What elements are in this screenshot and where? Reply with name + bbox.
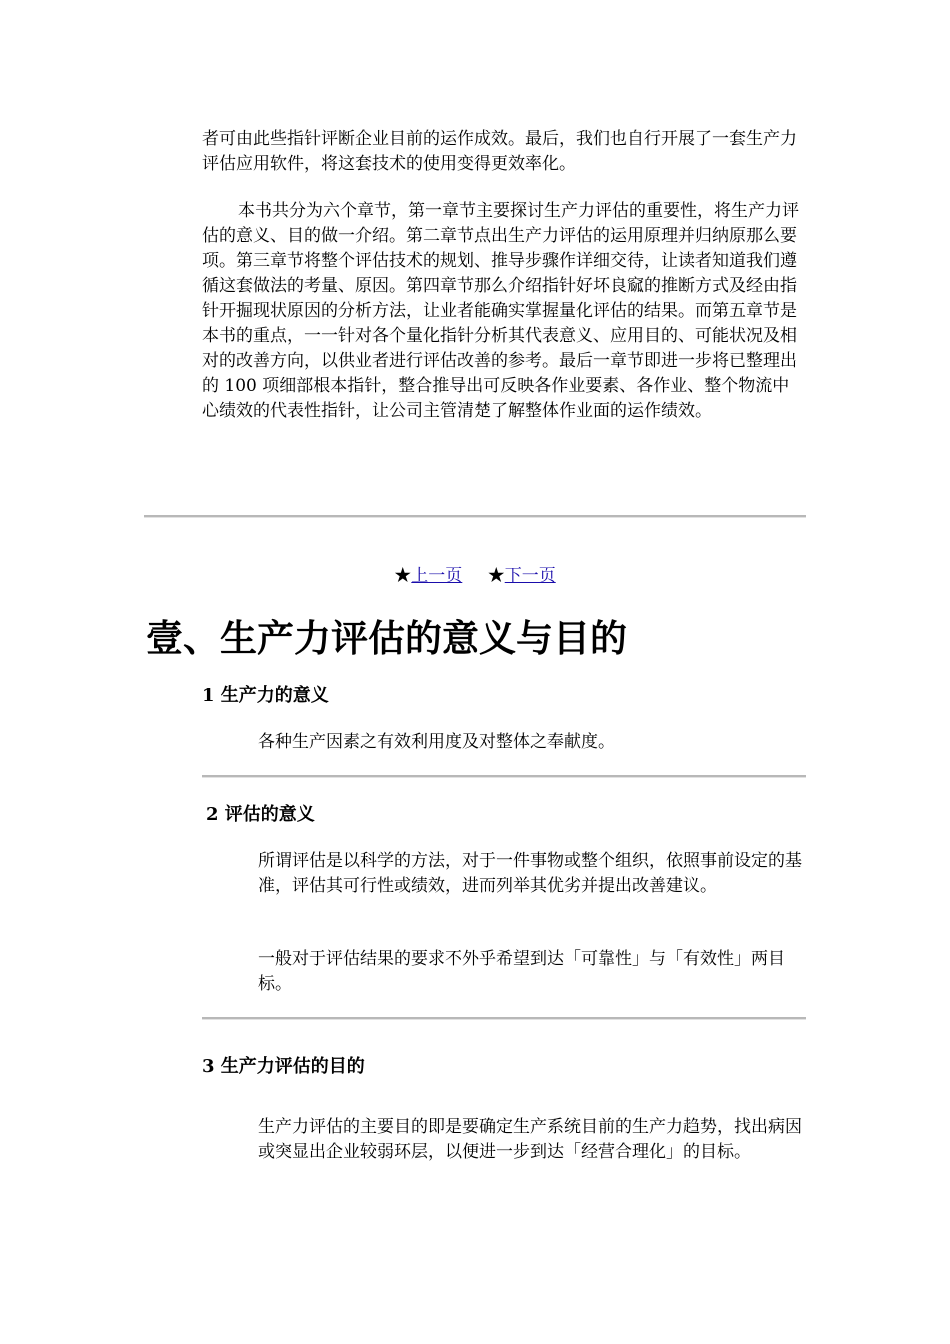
chapter-title: 壹、生产力评估的意义与目的 — [146, 616, 627, 660]
section-paragraph: 一般对于评估结果的要求不外乎希望到达「可靠性」与「有效性」两目标。 — [258, 949, 785, 994]
section-paragraph: 生产力评估的主要目的即是要确定生产系统目前的生产力趋势，找出病因或突显出企业较弱环层，以便进一步到达「经营合理化」的目标。 — [258, 1117, 802, 1162]
intro-paragraph-2: 本书共分为六个章节，第一章节主要探讨生产力评估的重要性，将生产力评估的意义、目的做一介绍。第二章节点出生产力评估的运用原理并归纳原那么要项。第三章节将整个评估技术的规划、推导步骤作详细交待，让读者知道我们遵循这套做法的考量、原因。第四章节那么介绍指针好坏良窳的推断方式及经由指针开掘现状原因的分析方法，让业者能确实掌握量化评估的结果。而第五章节是本书的重点，一一针对各个量化指针分析其代表意义、应用目的、可能状况及相对的改善方向，以供业者进行评估改善的参考。最后一章节即进一步将已整理出的 100 项细部根本指针，整合推导出可反映各作业要素、各作业、整个物流中心绩效的代表性指针，让公司主管清楚了解整体作业面的运作绩效。 — [202, 201, 799, 421]
prev-page-link[interactable]: 上一页 — [411, 566, 463, 586]
divider — [202, 775, 806, 778]
section-heading: 2 评估的意义 — [206, 804, 315, 825]
section-heading: 3 生产力评估的目的 — [202, 1056, 365, 1077]
next-page-link[interactable]: 下一页 — [504, 566, 556, 586]
page-navigation — [0, 564, 950, 588]
star-icon: ★ — [394, 566, 412, 586]
section-paragraph: 各种生产因素之有效利用度及对整体之奉献度。 — [258, 732, 615, 752]
divider — [144, 515, 806, 518]
section-heading: 1 生产力的意义 — [202, 685, 329, 706]
intro-paragraph-1: 者可由此些指针评断企业目前的运作成效。最后，我们也自行开展了一套生产力评估应用软件，将这套技术的使用变得更效率化。 — [202, 129, 797, 174]
section-paragraph: 所谓评估是以科学的方法，对于一件事物或整个组织，依照事前设定的基准，评估其可行性或绩效，进而列举其优劣并提出改善建议。 — [258, 851, 802, 896]
divider — [202, 1017, 806, 1020]
star-icon: ★ — [487, 566, 505, 586]
